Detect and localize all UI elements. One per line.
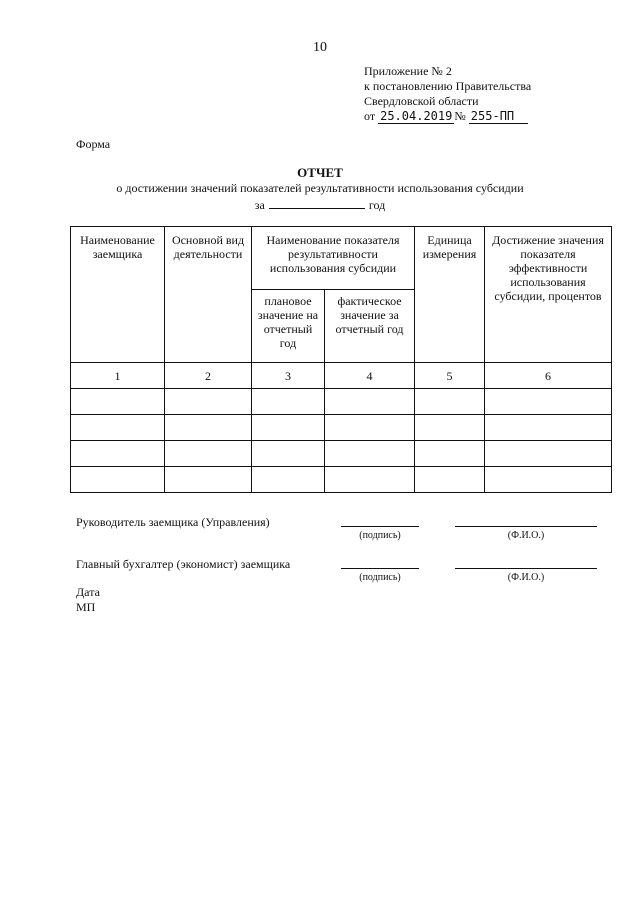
table-cell[interactable] bbox=[325, 389, 415, 415]
table-cell[interactable] bbox=[165, 389, 252, 415]
accountant-name-caption: (Ф.И.О.) bbox=[507, 572, 545, 583]
table-cell[interactable] bbox=[485, 415, 612, 441]
decree-date: 25.04.2019 bbox=[380, 109, 453, 123]
table-cell[interactable] bbox=[415, 467, 485, 493]
form-label: Форма bbox=[76, 137, 111, 151]
table-row bbox=[71, 467, 612, 493]
decree-number: 255-ПП bbox=[469, 109, 528, 124]
header-achievement: Достижение значения показателя эффективности использования субсидии, процентов bbox=[485, 227, 612, 363]
appendix-decree: к постановлению Правительства bbox=[364, 79, 532, 93]
column-number: 6 bbox=[485, 363, 612, 389]
report-table bbox=[70, 226, 612, 493]
number-prefix: № bbox=[454, 109, 466, 123]
table-cell[interactable] bbox=[165, 441, 252, 467]
table-cell[interactable] bbox=[252, 389, 325, 415]
table-row bbox=[71, 415, 612, 441]
column-number: 2 bbox=[165, 363, 252, 389]
report-period bbox=[0, 197, 640, 213]
accountant-signature-line[interactable] bbox=[341, 568, 419, 569]
table-cell[interactable] bbox=[415, 415, 485, 441]
table-cell[interactable] bbox=[485, 389, 612, 415]
accountant-name-line[interactable] bbox=[455, 568, 597, 569]
header-unit: Единица измерения bbox=[415, 227, 485, 363]
table-cell[interactable] bbox=[71, 441, 165, 467]
table-cell[interactable] bbox=[325, 415, 415, 441]
head-name-line[interactable] bbox=[455, 526, 597, 527]
table-cell[interactable] bbox=[252, 467, 325, 493]
column-numbers-row bbox=[71, 363, 612, 389]
column-number: 1 bbox=[71, 363, 165, 389]
table-cell[interactable] bbox=[415, 389, 485, 415]
report-title: ОТЧЕТ bbox=[297, 165, 343, 180]
period-suffix: год bbox=[368, 198, 386, 212]
date-label: Дата bbox=[76, 585, 100, 599]
period-blank-field[interactable] bbox=[269, 197, 365, 209]
date-prefix: от bbox=[364, 109, 376, 123]
header-actual-value: фактическое значение за отчетный год bbox=[325, 290, 415, 363]
accountant-signature-label: Главный бухгалтер (экономист) заемщика bbox=[76, 557, 291, 571]
head-signature-label: Руководитель заемщика (Управления) bbox=[76, 515, 270, 529]
table-row bbox=[71, 389, 612, 415]
table-cell[interactable] bbox=[165, 415, 252, 441]
head-signature-caption: (подпись) bbox=[359, 530, 401, 541]
table-cell[interactable] bbox=[71, 467, 165, 493]
header-planned-value: плановое значение на отчетный год bbox=[252, 290, 325, 363]
table-cell[interactable] bbox=[485, 441, 612, 467]
table-cell[interactable] bbox=[252, 441, 325, 467]
report-subtitle: о достижении значений показателей результативности использования субсидии bbox=[116, 181, 524, 195]
page-number: 10 bbox=[313, 40, 327, 55]
column-number: 5 bbox=[415, 363, 485, 389]
table-cell[interactable] bbox=[325, 467, 415, 493]
appendix-block bbox=[364, 64, 531, 124]
table-row bbox=[71, 441, 612, 467]
table-cell[interactable] bbox=[325, 441, 415, 467]
accountant-signature-caption: (подпись) bbox=[359, 572, 401, 583]
table-cell[interactable] bbox=[165, 467, 252, 493]
header-indicator-name: Наименование показателя результативности использования субсидии bbox=[252, 227, 415, 290]
table-cell[interactable] bbox=[71, 415, 165, 441]
table-cell[interactable] bbox=[415, 441, 485, 467]
header-borrower-name: Наименование заемщика bbox=[71, 227, 165, 363]
header-main-activity: Основной вид деятельности bbox=[165, 227, 252, 363]
appendix-date-line bbox=[364, 109, 531, 124]
column-number: 4 bbox=[325, 363, 415, 389]
table-cell[interactable] bbox=[252, 415, 325, 441]
period-prefix: за bbox=[254, 198, 265, 212]
table-cell[interactable] bbox=[485, 467, 612, 493]
table-cell[interactable] bbox=[71, 389, 165, 415]
appendix-region: Свердловской области bbox=[364, 94, 479, 108]
head-signature-line[interactable] bbox=[341, 526, 419, 527]
stamp-label: МП bbox=[76, 600, 96, 614]
table-header-row bbox=[71, 227, 612, 290]
appendix-title: Приложение № 2 bbox=[364, 64, 452, 78]
head-name-caption: (Ф.И.О.) bbox=[507, 530, 545, 541]
column-number: 3 bbox=[252, 363, 325, 389]
